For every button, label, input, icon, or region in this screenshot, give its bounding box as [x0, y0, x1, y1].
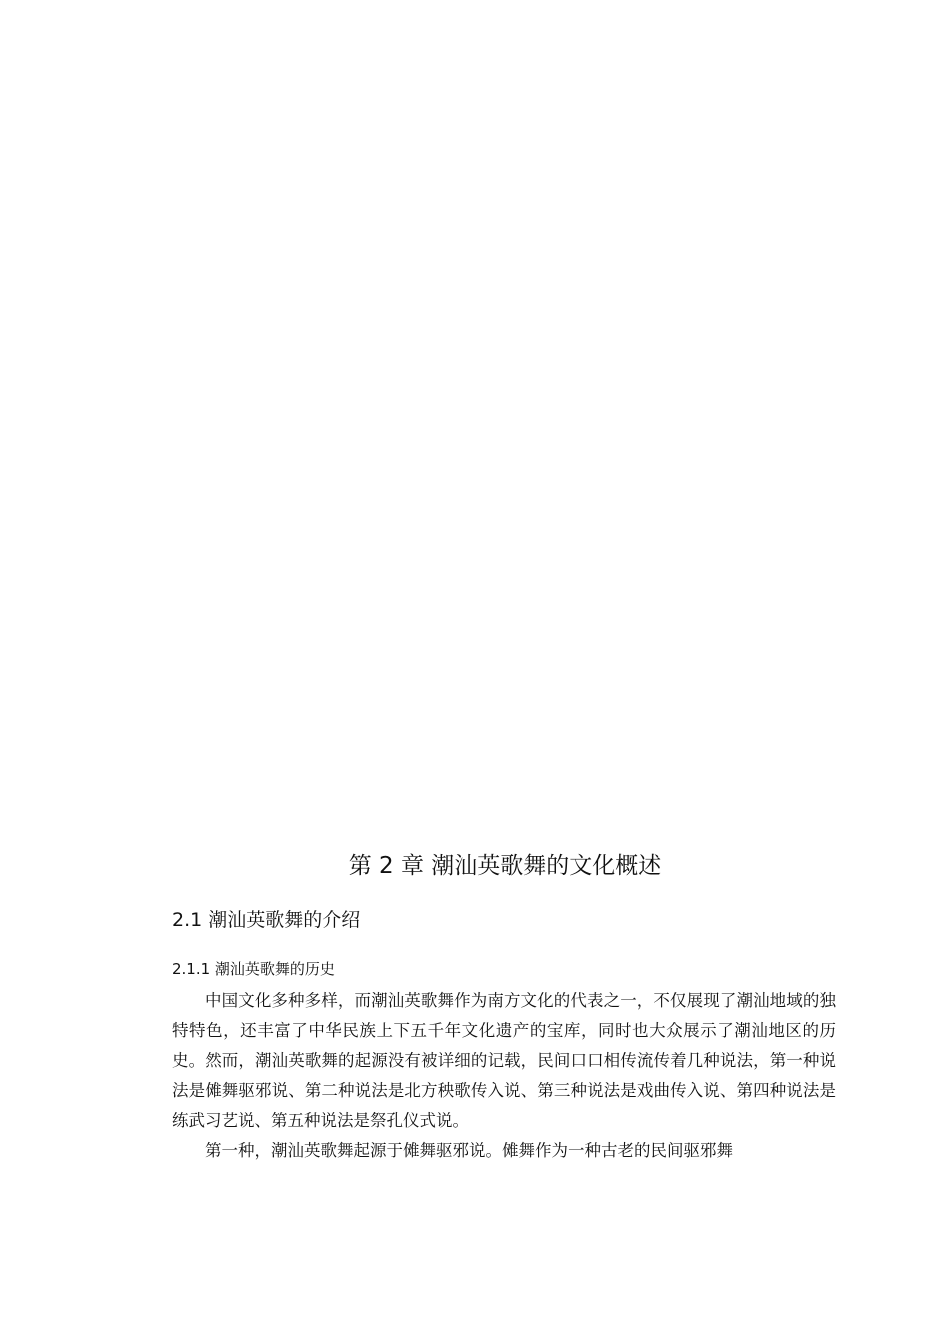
paragraph: 中国文化多种多样，而潮汕英歌舞作为南方文化的代表之一，不仅展现了潮汕地域的独特特色，还丰富了中华民族上下五千年文化遗产的宝库，同时也大众展示了潮汕地区的历史。然而，潮汕英歌舞的起源没有被详细的记载，民间口口相传流传着几种说法，第一种说法是傩舞驱邪说、第二种说法是北方秧歌传入说、第三种说法是戏曲传入说、第四种说法是练武习艺说、第五种说法是祭孔仪式说。 [172, 991, 836, 1130]
subsection-heading: 2.1.1 潮汕英歌舞的历史 [172, 960, 335, 978]
chapter-title: 第 2 章 潮汕英歌舞的文化概述 [348, 853, 662, 879]
paragraph: 第一种，潮汕英歌舞起源于傩舞驱邪说。傩舞作为一种古老的民间驱邪舞 [205, 1141, 733, 1160]
section-heading: 2.1 潮汕英歌舞的介绍 [172, 909, 361, 931]
body-text [172, 986, 836, 1166]
